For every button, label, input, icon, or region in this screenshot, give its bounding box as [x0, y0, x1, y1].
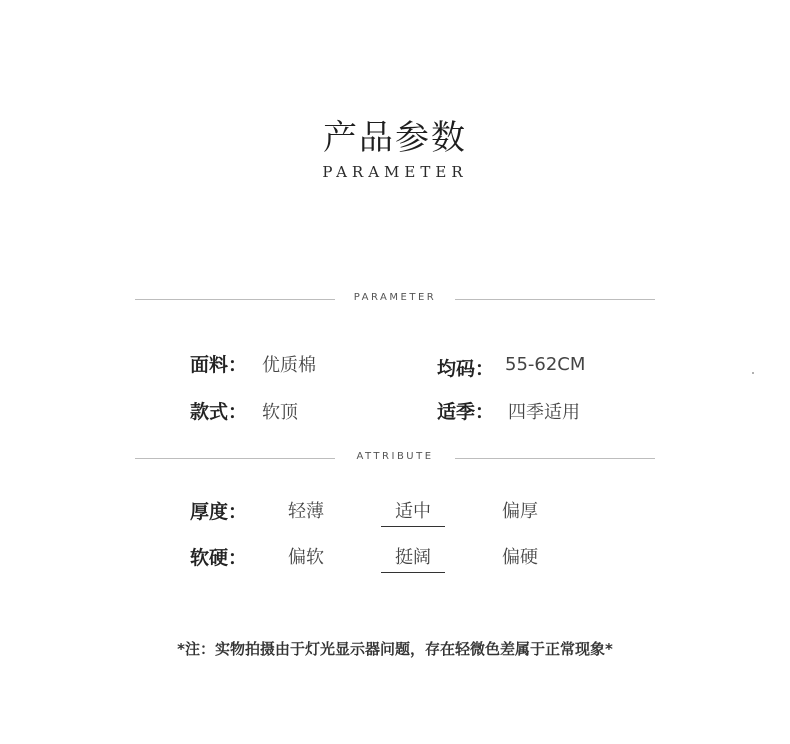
parameter-divider [135, 292, 655, 306]
param-value-fabric: 优质棉 [262, 355, 316, 376]
attribute-section-label: ATTRIBUTE [356, 451, 434, 462]
parameter-section-label: PARAMETER [353, 292, 437, 303]
page-title: 产品参数 [323, 118, 467, 158]
attribute-divider [135, 451, 655, 465]
disclaimer-note: *注：实物拍摄由于灯光显示器问题，存在轻微色差属于正常现象* [177, 640, 613, 658]
decorative-dot [752, 372, 754, 374]
attr-key-stiffness: 软硬： [190, 547, 248, 569]
param-key-season: 适季： [437, 401, 495, 423]
param-key-fabric: 面料： [190, 354, 248, 376]
attr-thickness-option-medium-selected: 适中 [381, 497, 445, 527]
divider-line-right [455, 458, 655, 459]
param-value-size: 55-62CM [505, 354, 586, 375]
divider-line-left [135, 299, 335, 300]
divider-line-left [135, 458, 335, 459]
attr-stiffness-option-hard: 偏硬 [502, 547, 538, 568]
param-value-style: 软顶 [262, 402, 298, 423]
divider-line-right [455, 299, 655, 300]
attr-thickness-option-thick: 偏厚 [502, 501, 538, 522]
attr-stiffness-option-firm-selected: 挺阔 [381, 543, 445, 573]
page-subtitle: PARAMETER [322, 163, 468, 181]
attr-key-thickness: 厚度： [190, 501, 248, 523]
param-key-size: 均码： [437, 358, 495, 380]
param-value-season: 四季适用 [508, 402, 580, 423]
attr-thickness-option-thin: 轻薄 [288, 501, 324, 522]
attr-stiffness-option-soft: 偏软 [288, 547, 324, 568]
param-key-style: 款式： [190, 401, 248, 423]
